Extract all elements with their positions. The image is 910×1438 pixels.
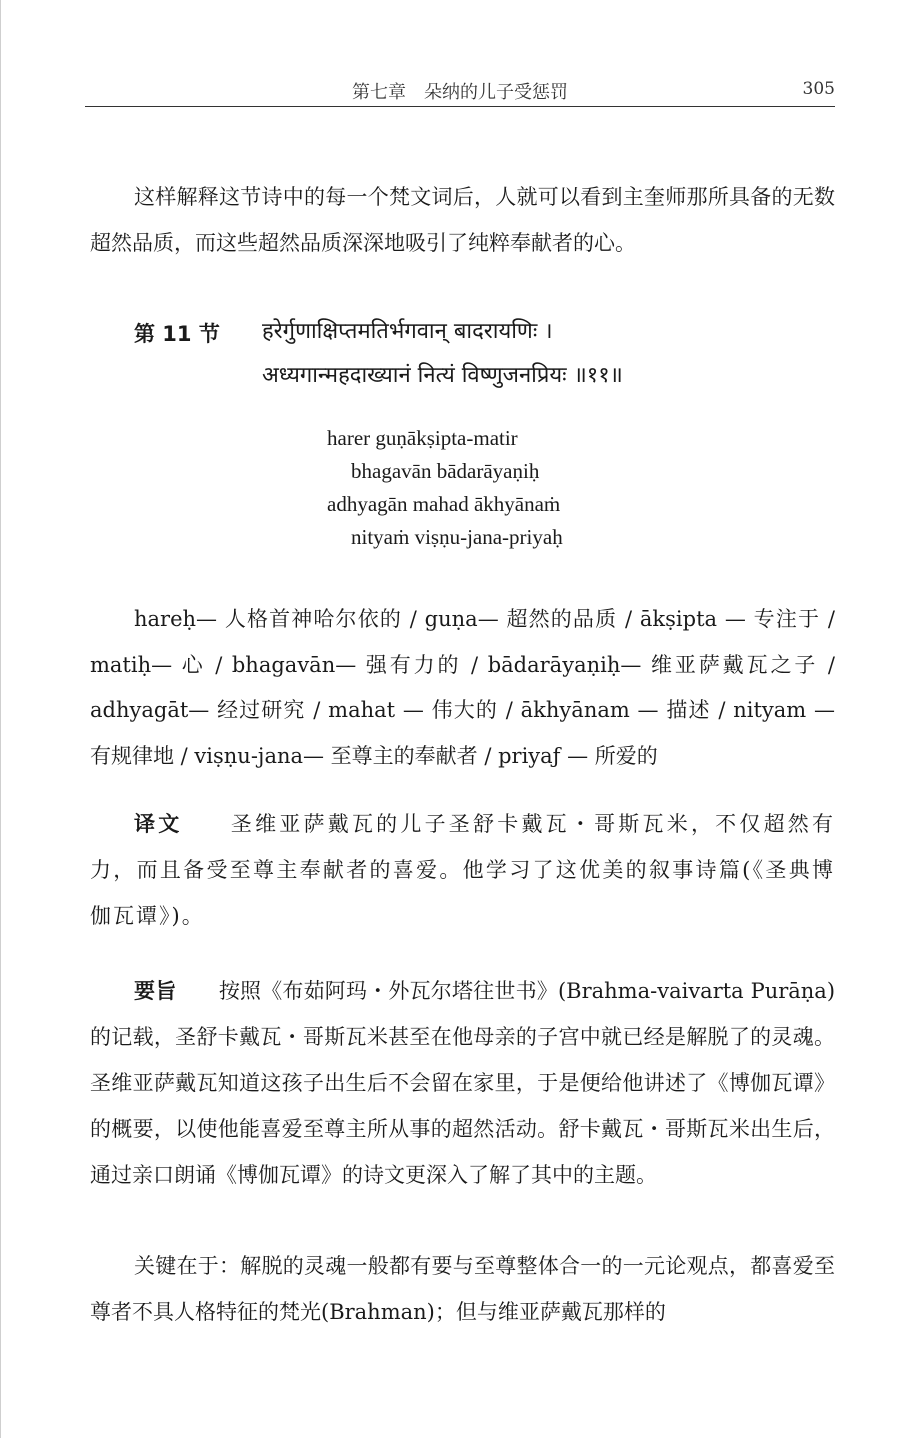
translit-line-2: bhagavān bādarāyaṇiḥ — [351, 459, 540, 483]
translit-line-4: nityaṁ viṣṇu-jana-priyaḥ — [351, 525, 563, 549]
intro-paragraph: 这样解释这节诗中的每一个梵文词后，人就可以看到主奎师那所具备的无数超然品质，而这些超然品质深深地吸引了纯粹奉献者的心。 — [90, 185, 835, 255]
translation-label: 译文 — [134, 812, 183, 836]
running-header — [85, 76, 835, 107]
verse-label: 第 11 节 — [134, 322, 220, 346]
final-paragraph: 关键在于：解脱的灵魂一般都有要与至尊整体合一的一元论观点，都喜爱至尊者不具人格特征的梵光(Brahman)；但与维亚萨戴瓦那样的 — [90, 1254, 835, 1324]
purport-paragraph — [90, 968, 835, 1198]
translation-paragraph — [90, 801, 835, 939]
page-edge — [0, 0, 1, 1438]
translit-line-3: adhyagān mahad ākhyānaṁ — [327, 492, 561, 516]
devanagari-line-1: हरेर्गुणाक्षिप्तमतिर्भगवान् बादरायणिः । — [262, 319, 553, 344]
devanagari-line-2: अध्यगान्महदाख्यानं नित्यं विष्णुजनप्रियः ॥११॥ — [262, 363, 623, 388]
translation-text: 圣维亚萨戴瓦的儿子圣舒卡戴瓦・哥斯瓦米，不仅超然有力，而且备受至尊主奉献者的喜爱。他学习了这优美的叙事诗篇(《圣典博伽瓦谭》)。 — [90, 812, 836, 928]
word-synonyms: hareḥ— 人格首神哈尔依的 / guṇa— 超然的品质 / ākṣipta — 专注于 / matiḥ— 心 / bhagavān— 强有力的 / bādarāyaṇiḥ— 维亚萨戴瓦之子 / adhyagāt— 经过研究 / mahat — 伟大的 / ākhyānam — 描述 / nityam — 有规律地 / viṣṇu-jana— 至尊主的奉献者 / priyaƒ — 所爱的 — [90, 607, 835, 768]
purport-text: 按照《布茹阿玛・外瓦尔塔往世书》(Brahma-vaivarta Purāṇa)的记载，圣舒卡戴瓦・哥斯瓦米甚至在他母亲的子宫中就已经是解脱了的灵魂。圣维亚萨戴瓦知道这孩子出生后不会留在家里，于是便给他讲述了《博伽瓦谭》的概要，以使他能喜爱至尊主所从事的超然活动。舒卡戴瓦・哥斯瓦米出生后，通过亲口朗诵《博伽瓦谭》的诗文更深入了解了其中的主题。 — [90, 979, 836, 1187]
translit-line-1: harer guṇākṣipta-matir — [327, 426, 518, 450]
verse-devanagari — [262, 310, 822, 398]
chapter-title: 第七章 朵纳的儿子受惩罚 — [352, 82, 568, 103]
page-number: 305 — [802, 79, 835, 99]
verse-transliteration — [327, 422, 563, 554]
purport-label: 要旨 — [134, 979, 177, 1003]
